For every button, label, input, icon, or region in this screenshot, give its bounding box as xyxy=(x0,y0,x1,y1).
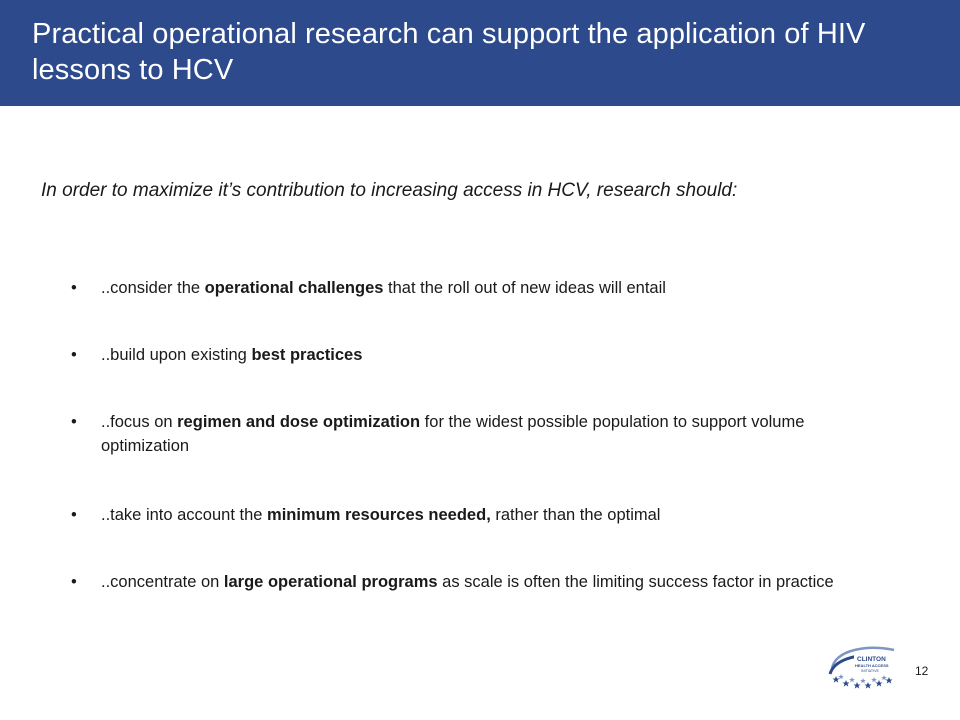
page-number: 12 xyxy=(915,664,929,678)
bullet-text xyxy=(101,410,871,458)
bullet-text-pre: ..take into account the xyxy=(101,506,268,524)
bullet-dot: • xyxy=(71,573,77,591)
intro-text: In order to maximize it’s contribution to increasing access in HCV, research should: xyxy=(41,180,738,201)
logo-line-3: INITIATIVE xyxy=(861,669,879,673)
clinton-health-access-logo xyxy=(826,640,900,690)
bullet-dot: • xyxy=(71,413,77,431)
bullet-text xyxy=(101,570,871,594)
bullet-text-pre: ..focus on xyxy=(101,413,178,431)
logo-icon xyxy=(826,640,900,690)
bullet-dot: • xyxy=(71,346,77,364)
logo-line-1: CLINTON xyxy=(857,656,886,663)
bullet-text-post: rather than the optimal xyxy=(490,506,661,524)
bullet-text-post: as scale is often the limiting success factor in practice xyxy=(437,573,834,591)
bullet-text-bold: large operational programs xyxy=(223,573,438,591)
bullet-text-bold: minimum resources needed, xyxy=(267,506,491,524)
logo-line-2: HEALTH ACCESS xyxy=(855,663,889,668)
bullet-text-bold: best practices xyxy=(251,346,363,364)
bullet-text-bold: regimen and dose optimization xyxy=(177,413,421,431)
bullet-text xyxy=(101,503,871,527)
bullet-text-post: for the widest possible population to support volume optimization xyxy=(101,413,805,455)
bullet-text-post: that the roll out of new ideas will entail xyxy=(383,279,666,297)
bullet-dot: • xyxy=(71,279,77,297)
bullet-text-pre: ..concentrate on xyxy=(101,573,224,591)
bullet-text xyxy=(101,276,871,300)
bullet-dot: • xyxy=(71,506,77,524)
bullet-text-bold: operational challenges xyxy=(204,279,384,297)
slide-title: Practical operational research can support the application of HIV lessons to HCV xyxy=(32,18,866,86)
bullet-text xyxy=(101,343,871,367)
bullet-text-pre: ..build upon existing xyxy=(101,346,252,364)
bullet-text-pre: ..consider the xyxy=(101,279,205,297)
